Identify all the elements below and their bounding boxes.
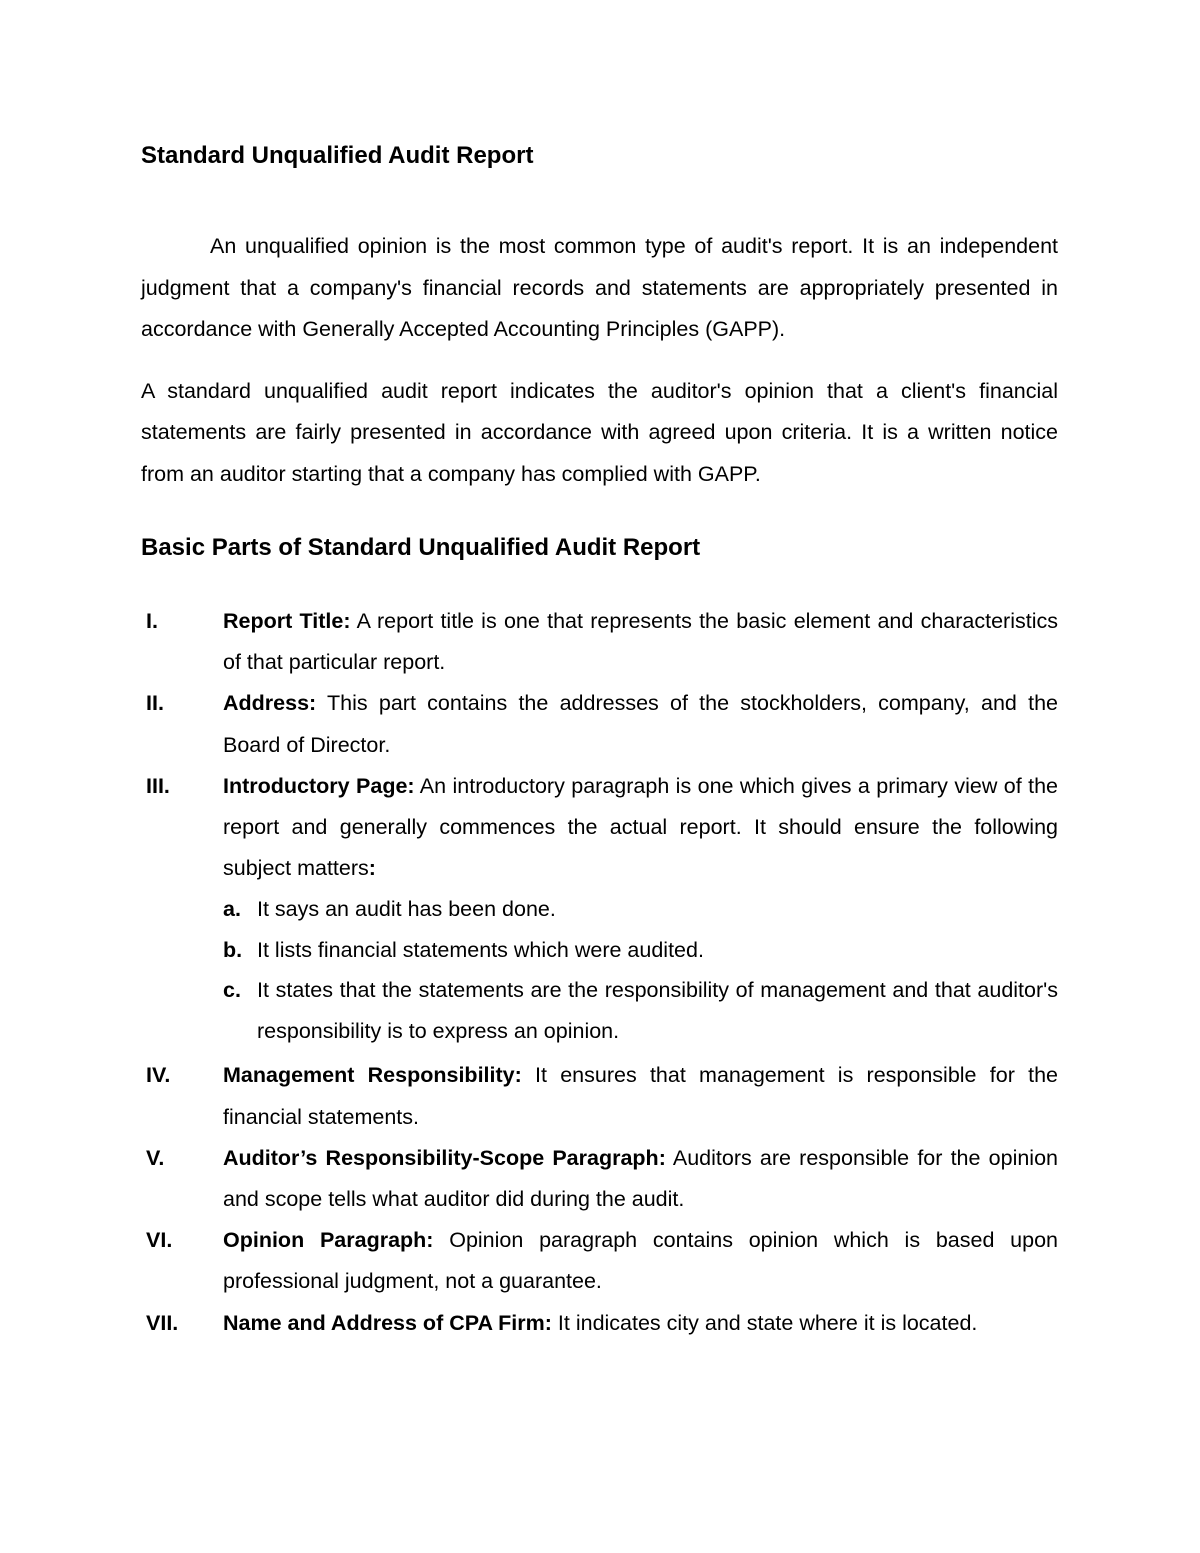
item-term: Address: (223, 691, 317, 716)
sub-list-letter: b. (223, 937, 243, 962)
list-numeral: V. (146, 1145, 165, 1170)
sub-list-item (223, 930, 1058, 971)
list-item (141, 683, 1058, 765)
sub-item-text: It says an audit has been done. (257, 897, 556, 922)
item-term: Name and Address of CPA Firm: (223, 1310, 552, 1335)
section-heading: Basic Parts of Standard Unqualified Audit Report (141, 534, 701, 561)
sub-list-letter: c. (223, 978, 241, 1003)
list-item (141, 1055, 1058, 1137)
item-term: Auditor’s Responsibility-Scope Paragraph: (223, 1145, 666, 1170)
sub-list-letter: a. (223, 897, 241, 922)
item-term: Introductory Page: (223, 773, 415, 798)
sub-item-text: It states that the statements are the responsibility of management and that auditor's responsibility is to express an opinion. (257, 978, 1058, 1043)
item-text: It indicates city and state where it is located. (551, 1310, 978, 1335)
list-numeral: VI. (146, 1228, 173, 1253)
parts-list (141, 601, 1058, 1344)
list-item (141, 1303, 1058, 1344)
item-text: A report title is one that represents the basic element and characteristics of that particular report. (223, 609, 1058, 675)
subject-matters-list (223, 889, 1058, 1051)
intro-paragraph: An unqualified opinion is the most common type of audit's report. It is an independent judgment that a company's financial records and statements are appropriately presented in accordance with Generally Accepted Accounting Principles (GAPP). (141, 234, 1058, 341)
item-text: An introductory paragraph is one which gives a primary view of the report and generally commences the actual report. It should ensure the following subject matters (223, 773, 1058, 881)
item-term: Report Title: (223, 609, 351, 633)
document-content (141, 140, 1058, 1344)
item-term: Management Responsibility: (223, 1063, 522, 1088)
list-numeral: VII. (146, 1310, 179, 1335)
document-title: Standard Unqualified Audit Report (141, 142, 534, 169)
item-text-end: : (368, 856, 376, 881)
item-text: Opinion paragraph contains opinion which is based upon professional judgment, not a guarantee. (223, 1228, 1058, 1294)
definition-paragraph: A standard unqualified audit report indicates the auditor's opinion that a client's financial statements are fairly presented in accordance with agreed upon criteria. It is a written notice from an auditor starting that a company has complied with GAPP. (141, 378, 1058, 486)
item-text: Auditors are responsible for the opinion and scope tells what auditor did during the audit. (223, 1145, 1058, 1212)
list-item (141, 601, 1058, 683)
sub-list-item (223, 970, 1058, 1051)
item-text: It ensures that management is responsible for the financial statements. (223, 1063, 1058, 1129)
list-item (141, 766, 1058, 1052)
list-numeral: II. (146, 691, 164, 716)
sub-list-item (223, 889, 1058, 930)
item-term: Opinion Paragraph: (223, 1228, 434, 1253)
list-numeral: I. (146, 609, 158, 633)
list-numeral: IV. (146, 1063, 171, 1088)
list-item (141, 1220, 1058, 1302)
sub-item-text: It lists financial statements which were audited. (257, 937, 704, 962)
list-item (141, 1138, 1058, 1220)
item-text: This part contains the addresses of the stockholders, company, and the Board of Director. (223, 691, 1058, 757)
list-numeral: III. (146, 773, 170, 798)
